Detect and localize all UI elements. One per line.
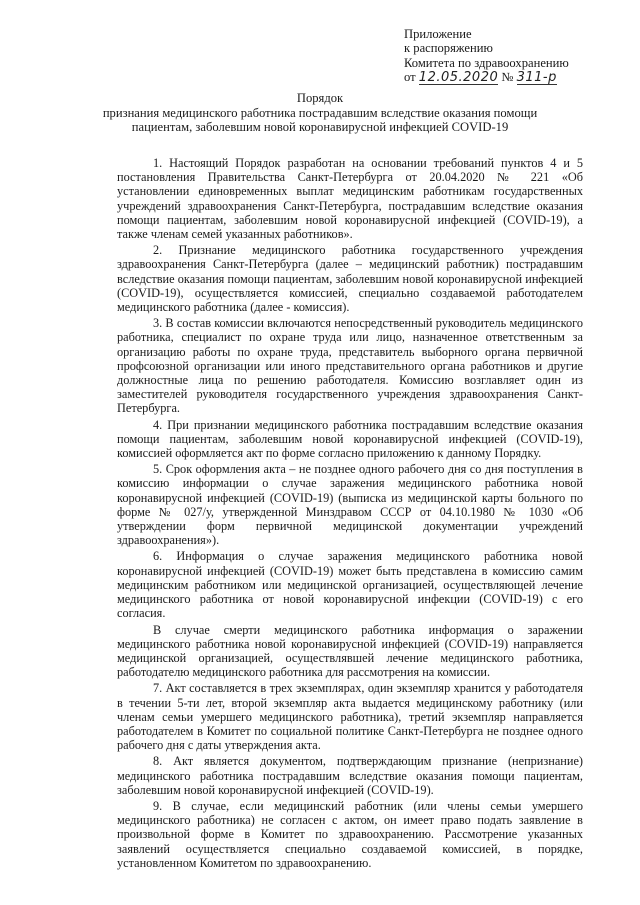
title-line-1: Порядок [296,91,344,105]
paragraph-4: 4. При признании медицинского работника пострадавшим вследствие оказания помощи пациентам, заболевшим новой коронавирусной инфекцией (COVID-19), комиссией оформляется акт по форме согласно приложению к данному Порядку. [117,417,583,461]
date-prefix: от [404,70,416,85]
title-line-2: признания медицинского работника пострадавшим вследствие оказания помощи [102,105,538,120]
paragraph-6-continued: В случае смерти медицинского работника информация о заражении медицинского работника новой коронавирусной инфекцией (COVID-19) направляется медицинской организацией, осуществлявшей лечение медицинского работника, работодателю медицинского работника для рассмотрения на комиссии. [117,622,583,680]
appendix-date-line [404,70,624,85]
appendix-line-3: Комитета по здравоохранению [404,55,569,70]
appendix-line-1: Приложение [404,27,472,41]
paragraph-5: 5. Срок оформления акта – не позднее одного рабочего дня со дня поступления в комиссию информации о случае заражения медицинского работника новой коронавирусной инфекцией (COVID-19) (выписка из медицинской карты больного по форме № 027/у, утвержденной Минздравом СССР от 04.10.1980 № 1030 «Об утверждении форм первичной медицинской документации учреждений здравоохранения»). [117,462,583,548]
title-line-3: пациентам, заболевшим новой коронавирусной инфекцией COVID-19 [131,120,509,135]
document-body [117,156,583,872]
paragraph-3: 3. В состав комиссии включаются непосредственный руководитель медицинского работника, специалист по охране труда или лицо, назначенное ответственным за организацию работы по охране труда, представитель выборного органа первичной профсоюзной организации или иного представительного органа работников и другие должностные лица по решению работодателя. Комиссию возглавляет один из заместителей руководителя государственного учреждения здравоохранения Санкт-Петербурга. [117,316,583,416]
paragraph-2: 2. Признание медицинского работника государственного учреждения здравоохранения Санкт-Петербурга (далее – медицинский работник) пострадавшим вследствие оказания помощи пациентам, заболевшим новой коронавирусной инфекцией (COVID-19), осуществляется комиссией, специально создаваемой работодателем медицинского работника (далее - комиссия). [117,243,583,315]
document-title [0,91,640,135]
paragraph-7: 7. Акт составляется в трех экземплярах, один экземпляр хранится у работодателя в течении 5-ти лет, второй экземпляр акта выдается медицинскому работнику (или членам семьи умершего медицинского работника), третий экземпляр направляется работодателем в Комитет по социальной политике Санкт-Петербурга не позднее одного рабочего дня с даты утверждения акта. [117,681,583,753]
paragraph-1: 1. Настоящий Порядок разработан на основании требований пунктов 4 и 5 постановления Правительства Санкт-Петербурга от 20.04.2020 № 221 «Об установлении единовременных выплат медицинским работникам государственных учреждений здравоохранения Санкт-Петербурга, пострадавшим вследствие оказания помощи пациентам, заболевшим новой коронавирусной инфекцией (COVID-19), а также членам семей указанных работников». [117,156,583,242]
handwritten-number: 311-р [516,70,557,86]
paragraph-9: 9. В случае, если медицинский работник (или члены семьи умершего медицинского работника) не согласен с актом, он имеет право подать заявление в произвольной форме в Комитет по здравоохранению. Рассмотрение указанных заявлений осуществляется специально создаваемой комиссией, в порядке, установленном Комитетом по здравоохранению. [117,798,583,870]
paragraph-8: 8. Акт является документом, подтверждающим признание (непризнание) медицинского работника пострадавшим вследствие оказания помощи пациентам, заболевшим новой коронавирусной инфекцией (COVID-19). [117,754,583,797]
paragraph-6: 6. Информация о случае заражения медицинского работника новой коронавирусной инфекцией (COVID-19) может быть представлена в комиссию самим медицинским работником или медицинской организацией, осуществляющей лечение медицинского работника от новой коронавирусной инфекции (COVID-19) с его согласия. [117,549,583,621]
appendix-line-2: к распоряжению [404,41,493,56]
handwritten-date: 12.05.2020 [418,70,499,86]
number-prefix: № [501,70,514,85]
appendix-header [404,27,624,85]
